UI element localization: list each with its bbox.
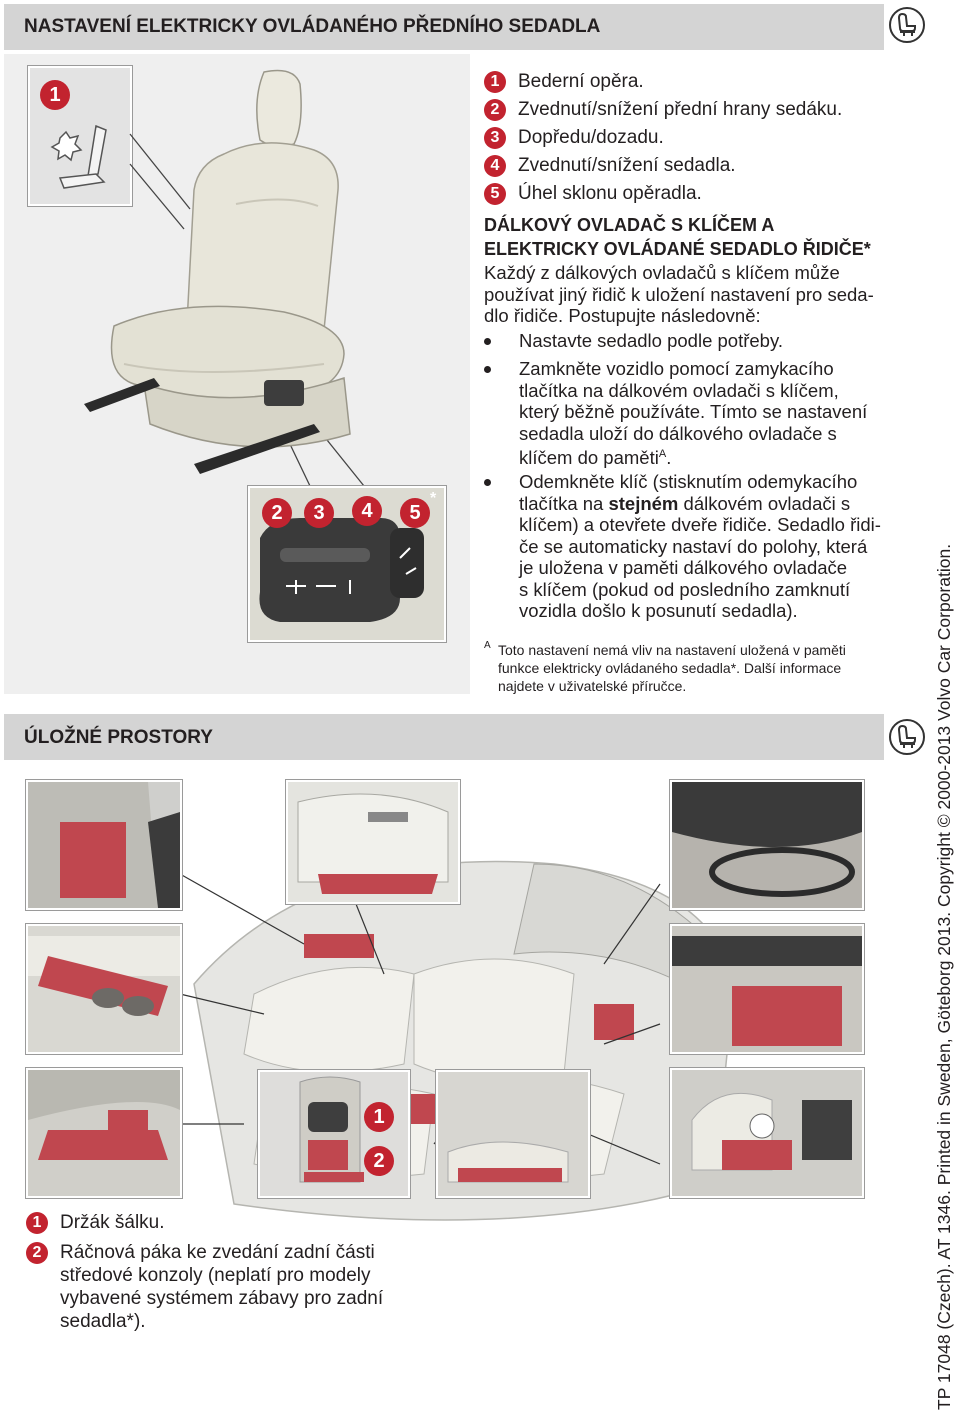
item-text: Držák šálku. — [60, 1212, 165, 1233]
list-item — [484, 124, 664, 152]
bullet-line — [519, 444, 867, 469]
storage-door-box — [286, 780, 460, 904]
item-number: 3 — [484, 127, 506, 149]
item-text: Zvednutí/snížení přední hrany sedáku. — [518, 99, 843, 120]
bullet-text: klíčem do paměti — [519, 447, 659, 469]
item-number: 1 — [484, 71, 506, 93]
intro-line: dlo řidiče. Postupujte následovně: — [484, 305, 761, 326]
bullet-text: dálkovém ovladači s — [678, 492, 851, 514]
optional-star: * — [430, 490, 437, 507]
item-line: vybavené systémem zábavy pro zadní — [60, 1288, 384, 1309]
item-text: Úhel sklonu opěradla. — [518, 183, 702, 204]
item-line: středové konzoly (neplatí pro modely — [60, 1265, 371, 1286]
item-number: 4 — [484, 155, 506, 177]
bullet-line: klíčem) a otevřete dveře řidiče. Sedadlo řidi- — [519, 514, 881, 535]
storage-glovebox-box — [670, 780, 864, 910]
bullet-dot — [484, 366, 491, 373]
seat-icon — [888, 6, 926, 44]
console-illustration — [28, 1070, 180, 1196]
bullet-dot — [484, 479, 491, 486]
item-number: 2 — [484, 99, 506, 121]
control-number-5: 5 — [400, 498, 430, 528]
seat-icon — [888, 718, 926, 756]
inset-number: 1 — [40, 80, 70, 110]
bullet-line: Zamkněte vozidlo pomocí zamykacího — [519, 358, 834, 379]
storage-dashboard-box — [670, 924, 864, 1054]
underseat-illustration — [438, 1072, 588, 1196]
bullet-text: tlačítka na — [519, 492, 609, 514]
footnote-ref: A — [658, 448, 667, 460]
list-item — [484, 180, 702, 208]
bullet-line: s klíčem (pokud od posledního zamknutí — [519, 578, 851, 600]
subheading — [484, 213, 871, 261]
bullet-dot — [484, 338, 491, 345]
section-header-storage — [4, 714, 884, 760]
item-number: 5 — [484, 183, 506, 205]
seat-figure-panel — [4, 54, 470, 694]
seatback-pocket-illustration — [28, 782, 180, 908]
seat-controls-closeup — [248, 486, 446, 642]
list-item — [484, 68, 644, 96]
intro-line: používat jiný řidič k uložení nastavení pro seda- — [484, 283, 874, 305]
bullet-line: tlačítka na dálkovém ovladači s klíčem, — [519, 379, 839, 401]
bullet-end: . — [666, 447, 672, 469]
item-line: Ráčnová páka ke zvedání zadní části — [60, 1242, 375, 1263]
section-title: NASTAVENÍ ELEKTRICKY OVLÁDANÉHO PŘEDNÍHO SEDADLA — [24, 16, 601, 37]
bullet-3 — [519, 471, 881, 622]
storage-seatback-box — [26, 780, 182, 910]
control-number-4: 4 — [352, 496, 382, 526]
item-text: Bederní opěra. — [518, 71, 644, 92]
item-number: 2 — [26, 1242, 48, 1264]
bullet-1: Nastavte sedadlo podle potřeby. — [519, 330, 783, 351]
storage-armrest-box — [26, 924, 182, 1054]
bullet-line: Odemkněte klíč (stisknutím odemykacího — [519, 471, 858, 492]
control-number-3: 3 — [304, 498, 334, 528]
bullet-line: sedadla uloží do dálkového ovladače s — [519, 422, 837, 444]
print-info-vertical: TP 17048 (Czech). AT 1346. Printed in Sweden, Göteborg 2013. Copyright © 2000-2013 Volvo Car Corporation. — [934, 543, 954, 1410]
storage-center-console-box — [258, 1070, 410, 1198]
front-seat-illustration — [74, 64, 374, 484]
intro-line: Každý z dálkových ovladačů s klíčem může — [484, 262, 840, 283]
list-item — [484, 152, 736, 180]
footnote-line: najdete v uživatelské příručce. — [498, 678, 687, 694]
bullet-line: če se automaticky nastaví do polohy, která — [519, 535, 868, 557]
footnote-line: Toto nastavení nemá vliv na nastavení uložená v paměti — [498, 642, 846, 658]
bullet-line — [519, 493, 881, 515]
bullet-line: který běžně používáte. Tímto se nastavení — [519, 401, 868, 422]
glovebox-illustration — [672, 782, 862, 908]
item-text: Dopředu/dozadu. — [518, 127, 664, 148]
storage-underseat-box — [436, 1070, 590, 1198]
storage-item-2 — [60, 1241, 383, 1333]
storage-item-1 — [26, 1211, 165, 1234]
item-number: 1 — [26, 1212, 48, 1234]
bullet-2 — [519, 358, 867, 469]
storage-front-armrest-box — [670, 1068, 864, 1198]
item-line: sedadla*). — [60, 1311, 146, 1332]
front-armrest-illustration — [672, 1070, 862, 1196]
callout-number-2: 2 — [364, 1146, 394, 1176]
control-number-2: 2 — [262, 498, 292, 528]
dashboard-illustration — [672, 926, 862, 1052]
subheading-line: ELEKTRICKY OVLÁDANÉ SEDADLO ŘIDIČE* — [484, 239, 871, 259]
armrest-illustration — [28, 926, 180, 1052]
section-title: ÚLOŽNÉ PROSTORY — [24, 727, 213, 748]
section-header-seat — [4, 4, 884, 50]
callout-number-1: 1 — [364, 1102, 394, 1132]
subheading-line: DÁLKOVÝ OVLADAČ S KLÍČEM A — [484, 215, 775, 235]
footnote-mark: A — [484, 640, 491, 651]
door-pocket-illustration — [288, 782, 458, 902]
bullet-emphasis: stejném — [608, 492, 679, 514]
bullet-line: je uložena v paměti dálkového ovladače — [519, 557, 848, 578]
item-text: Zvednutí/snížení sedadla. — [518, 155, 736, 176]
intro-paragraph — [484, 262, 874, 327]
list-item — [484, 96, 842, 124]
footnote-line: funkce elektricky ovládaného sedadla*. Další informace — [498, 660, 842, 676]
footnote — [498, 641, 846, 695]
center-console-illustration — [260, 1072, 408, 1196]
bullet-line: vozidla došlo k posunutí sedadla). — [519, 600, 798, 621]
storage-console-box — [26, 1068, 182, 1198]
